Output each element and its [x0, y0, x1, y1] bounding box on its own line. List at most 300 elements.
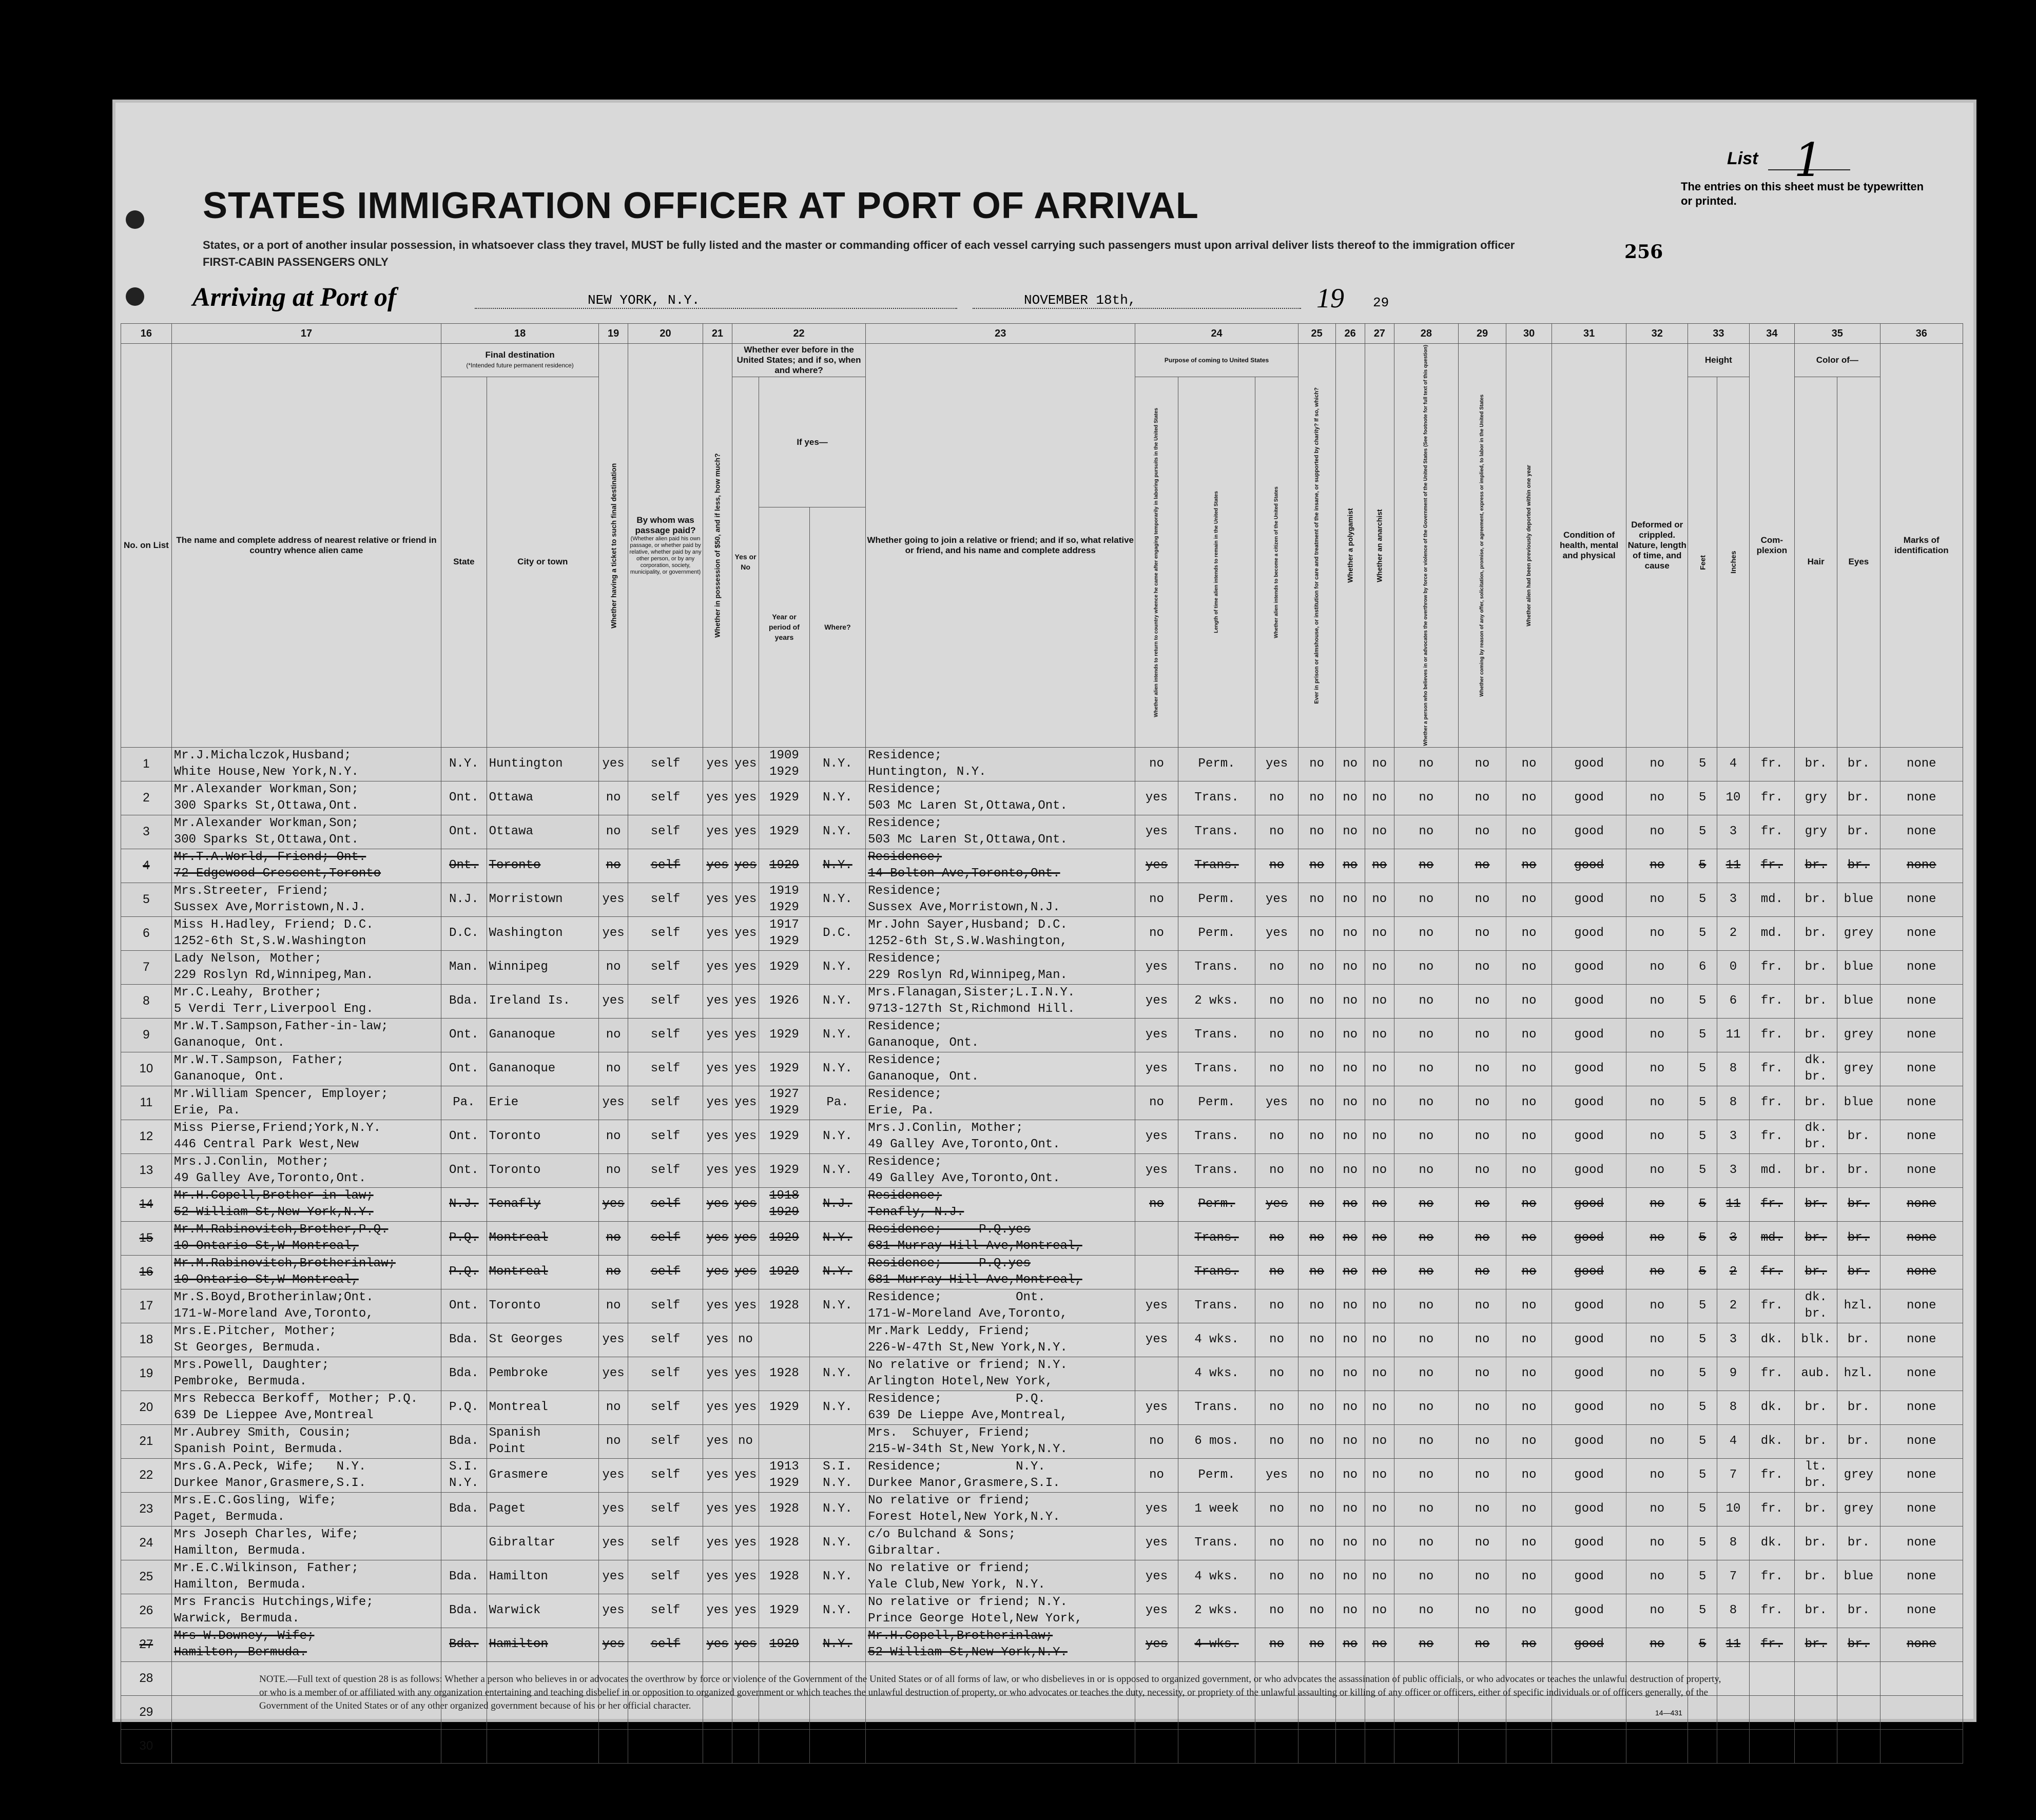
cell-join: Residence; Erie, Pa.	[866, 1086, 1135, 1120]
cell-q29: no	[1458, 1357, 1506, 1391]
cell-eyes: grey	[1837, 1492, 1880, 1526]
cell-rel: Mr.S.Boyd,Brotherinlaw;Ont. 171-W-Moreland Ave,Toronto,	[171, 1289, 441, 1323]
cell-city: Hamilton	[487, 1560, 598, 1594]
cell-anarch: no	[1365, 1221, 1394, 1255]
cell-prison: no	[1298, 1086, 1335, 1120]
cell-health: good	[1552, 747, 1626, 781]
cell-eyes: br.	[1837, 1594, 1880, 1628]
cell-money: yes	[703, 1492, 732, 1526]
cell-return: yes	[1135, 781, 1178, 815]
cell-length: Trans.	[1178, 950, 1255, 984]
cell-q29: no	[1458, 1018, 1506, 1052]
cell-eyes: grey	[1837, 916, 1880, 950]
cell-city: Toronto	[487, 1289, 598, 1323]
list-label: List	[1727, 149, 1758, 168]
cell-eyes: br.	[1837, 849, 1880, 883]
col-num: 27	[1365, 324, 1394, 344]
cell-complexion: md.	[1749, 916, 1794, 950]
cell-paid: self	[628, 1323, 703, 1357]
cell-anarch: no	[1365, 781, 1394, 815]
header-purpose-c: Whether alien intends to become a citizen of the United States	[1255, 377, 1298, 748]
cell-year: 1913 1929	[759, 1458, 810, 1492]
cell-return: yes	[1135, 1052, 1178, 1086]
cell-q29: no	[1458, 916, 1506, 950]
cell-return: no	[1135, 1424, 1178, 1458]
cell-money: yes	[703, 1526, 732, 1560]
cell-hair: gry	[1795, 781, 1837, 815]
cell-length: Perm.	[1178, 916, 1255, 950]
cell-eyes: blue	[1837, 950, 1880, 984]
cell-return: yes	[1135, 1594, 1178, 1628]
cell-city: Gananoque	[487, 1018, 598, 1052]
cell-where: N.Y.	[809, 1594, 865, 1628]
cell-complexion: fr.	[1749, 1458, 1794, 1492]
cell-money: yes	[703, 883, 732, 916]
cell-hair: br.	[1795, 1391, 1837, 1424]
cell-q29: no	[1458, 1086, 1506, 1120]
col-num: 28	[1394, 324, 1458, 344]
cell-join: No relative or friend; Yale Club,New York, N.Y.	[866, 1560, 1135, 1594]
cell-ft: 5	[1688, 984, 1717, 1018]
cell-rel: Mr.T.A.World, Friend; Ont. 72 Edgewood Crescent,Toronto	[171, 849, 441, 883]
passage-paid-note: (Whether alien paid his own passage, or whether paid by relative, whether paid by any other person, or by any corporation, society, municipality, or government)	[629, 535, 702, 575]
cell-where: N.Y.	[809, 1221, 865, 1255]
year-suffix: 29	[1373, 295, 1389, 310]
cell-ticket: no	[599, 1120, 628, 1153]
cell-state: S.I. N.Y.	[441, 1458, 487, 1492]
cell-length: Trans.	[1178, 1289, 1255, 1323]
cell-join: Residence; 503 Mc Laren St,Ottawa,Ont.	[866, 781, 1135, 815]
cell-deformed: no	[1626, 747, 1688, 781]
cell-ticket: no	[599, 1289, 628, 1323]
cell-where: N.Y.	[809, 1255, 865, 1289]
cell-length: 6 mos.	[1178, 1424, 1255, 1458]
cell-prev: yes	[732, 883, 759, 916]
cell-deformed: no	[1626, 1628, 1688, 1661]
cell-city: Ottawa	[487, 781, 598, 815]
cell-join: Mrs.Flanagan,Sister;L.I.N.Y. 9713-127th St,Richmond Hill.	[866, 984, 1135, 1018]
header-height: Height	[1688, 344, 1750, 377]
header-ticket: Whether having a ticket to such final destination	[599, 344, 628, 748]
cell-prison: no	[1298, 1018, 1335, 1052]
cell-rel: Mrs.Powell, Daughter; Pembroke, Bermuda.	[171, 1357, 441, 1391]
cell-return: yes	[1135, 1628, 1178, 1661]
cell-city: St Georges	[487, 1323, 598, 1357]
cell-prev: yes	[732, 1052, 759, 1086]
cell-marks: none	[1880, 1357, 1963, 1391]
header-hair: Hair	[1795, 377, 1837, 748]
header-state: State	[441, 377, 487, 748]
cell-marks: none	[1880, 1289, 1963, 1323]
cell-q30: no	[1506, 747, 1552, 781]
cell-where: N.Y.	[809, 781, 865, 815]
cell-ft: 5	[1688, 781, 1717, 815]
cell-ft: 5	[1688, 815, 1717, 849]
cell-rel: Mrs Francis Hutchings,Wife; Warwick, Bermuda.	[171, 1594, 441, 1628]
cell-eyes: hzl.	[1837, 1289, 1880, 1323]
cell-length: 4 wks.	[1178, 1323, 1255, 1357]
cell-citizen: no	[1255, 1323, 1298, 1357]
cell-no: 24	[121, 1526, 172, 1560]
cell-join: Residence; Huntington, N.Y.	[866, 747, 1135, 781]
cell-ticket: no	[599, 1424, 628, 1458]
cell-no: 10	[121, 1052, 172, 1086]
cell-citizen: yes	[1255, 747, 1298, 781]
arriving-label: Arriving at Port of	[192, 283, 397, 312]
cell-no: 20	[121, 1391, 172, 1424]
cell-city: Winnipeg	[487, 950, 598, 984]
cell-marks	[1880, 1695, 1963, 1729]
cell-length: Perm.	[1178, 747, 1255, 781]
cell-join: Mrs. Schuyer, Friend; 215-W-34th St,New York,N.Y.	[866, 1424, 1135, 1458]
cell-prev: yes	[732, 781, 759, 815]
cell-anarch: no	[1365, 1526, 1394, 1560]
cell-city: Montreal	[487, 1255, 598, 1289]
cell-q29: no	[1458, 849, 1506, 883]
cell-prev: yes	[732, 1289, 759, 1323]
cell-state: Bda.	[441, 1323, 487, 1357]
cell-return: yes	[1135, 1560, 1178, 1594]
cell-ticket: no	[599, 1221, 628, 1255]
cell-q28: no	[1394, 1086, 1458, 1120]
cell-anarch: no	[1365, 1289, 1394, 1323]
cell-anarch: no	[1365, 1153, 1394, 1187]
column-number-row	[121, 324, 1963, 344]
cell-year	[759, 1729, 810, 1763]
cell-ticket: yes	[599, 1323, 628, 1357]
cell-complexion: fr.	[1749, 1120, 1794, 1153]
cell-hair	[1795, 1661, 1837, 1695]
table-row	[121, 883, 1963, 916]
cell-deformed: no	[1626, 883, 1688, 916]
cell-money: yes	[703, 1323, 732, 1357]
cell-city: Montreal	[487, 1221, 598, 1255]
cell-city: Toronto	[487, 849, 598, 883]
cell-eyes: br.	[1837, 1187, 1880, 1221]
header-no-on-list: No. on List	[121, 344, 172, 748]
cell-prison: no	[1298, 781, 1335, 815]
header-eyes: Eyes	[1837, 377, 1880, 748]
cell-rel: Mr.William Spencer, Employer; Erie, Pa.	[171, 1086, 441, 1120]
cell-q28: no	[1394, 1255, 1458, 1289]
cell-marks: none	[1880, 1153, 1963, 1187]
header-row-1	[121, 344, 1963, 377]
cell-health: good	[1552, 849, 1626, 883]
cell-no: 6	[121, 916, 172, 950]
cell-prev: yes	[732, 1357, 759, 1391]
cell-return: yes	[1135, 1120, 1178, 1153]
cell-eyes: br.	[1837, 747, 1880, 781]
cell-q30: no	[1506, 1323, 1552, 1357]
cell-marks: none	[1880, 984, 1963, 1018]
col-num: 26	[1335, 324, 1365, 344]
cell-no: 22	[121, 1458, 172, 1492]
cell-paid: self	[628, 1391, 703, 1424]
cell-health: good	[1552, 1458, 1626, 1492]
cell-anarch: no	[1365, 1391, 1394, 1424]
cell-complexion: fr.	[1749, 984, 1794, 1018]
cell-city: Warwick	[487, 1594, 598, 1628]
cell-marks: none	[1880, 1018, 1963, 1052]
cell-prev: yes	[732, 1628, 759, 1661]
cell-return: yes	[1135, 1018, 1178, 1052]
cell-in: 2	[1717, 1289, 1749, 1323]
cell-state: D.C.	[441, 916, 487, 950]
cell-prev	[732, 1729, 759, 1763]
cell-no: 30	[121, 1729, 172, 1763]
cell-prison: no	[1298, 1526, 1335, 1560]
cell-where: N.J.	[809, 1187, 865, 1221]
cell-ft: 5	[1688, 883, 1717, 916]
cell-state	[441, 1526, 487, 1560]
cell-city: Pembroke	[487, 1357, 598, 1391]
cell-rel	[171, 1729, 441, 1763]
table-row	[121, 815, 1963, 849]
cell-prev: yes	[732, 1594, 759, 1628]
cell-eyes: br.	[1837, 1424, 1880, 1458]
cell-q30: no	[1506, 1187, 1552, 1221]
header-money: Whether in possession of $50, and if less, how much?	[703, 344, 732, 748]
cell-eyes: br.	[1837, 1323, 1880, 1357]
cell-length: Trans.	[1178, 815, 1255, 849]
cell-ft: 5	[1688, 1255, 1717, 1289]
cell-join: Residence; Sussex Ave,Morristown,N.J.	[866, 883, 1135, 916]
cell-money: yes	[703, 1594, 732, 1628]
cell-anarch	[1365, 1729, 1394, 1763]
cell-paid: self	[628, 1153, 703, 1187]
cell-anarch: no	[1365, 1492, 1394, 1526]
cell-poly: no	[1335, 1221, 1365, 1255]
cell-prev: yes	[732, 1086, 759, 1120]
cell-no: 9	[121, 1018, 172, 1052]
cell-in: 2	[1717, 1255, 1749, 1289]
header-where: Where?	[809, 507, 865, 748]
cell-hair: dk. br.	[1795, 1052, 1837, 1086]
cell-join: Mr.H.Copell,Brotherinlaw; 52 William St,New York,N.Y.	[866, 1628, 1135, 1661]
cell-paid: self	[628, 815, 703, 849]
cell-complexion: dk.	[1749, 1391, 1794, 1424]
cell-marks: none	[1880, 1526, 1963, 1560]
cell-ticket: yes	[599, 984, 628, 1018]
cell-marks: none	[1880, 1086, 1963, 1120]
cell-prison: no	[1298, 1323, 1335, 1357]
cell-marks: none	[1880, 916, 1963, 950]
cell-anarch: no	[1365, 950, 1394, 984]
table-row	[121, 1323, 1963, 1357]
header-year-period: Year or period of years	[759, 507, 810, 748]
cell-citizen: no	[1255, 1391, 1298, 1424]
cell-poly: no	[1335, 1323, 1365, 1357]
cell-q28: no	[1394, 1594, 1458, 1628]
cell-prison: no	[1298, 916, 1335, 950]
cell-no: 12	[121, 1120, 172, 1153]
cell-q28: no	[1394, 1492, 1458, 1526]
table-row	[121, 1357, 1963, 1391]
col-num: 32	[1626, 324, 1688, 344]
cell-q29: no	[1458, 781, 1506, 815]
cell-health: good	[1552, 1424, 1626, 1458]
cell-ft: 5	[1688, 1289, 1717, 1323]
cell-no: 26	[121, 1594, 172, 1628]
cell-q29: no	[1458, 1628, 1506, 1661]
cell-money: yes	[703, 781, 732, 815]
cell-in: 11	[1717, 1187, 1749, 1221]
cell-return: no	[1135, 916, 1178, 950]
cell-complexion: fr.	[1749, 1289, 1794, 1323]
cell-money: yes	[703, 1187, 732, 1221]
cell-where	[809, 1424, 865, 1458]
cell-marks: none	[1880, 1187, 1963, 1221]
cell-money: yes	[703, 1120, 732, 1153]
cell-q28: no	[1394, 849, 1458, 883]
cell-health: good	[1552, 1323, 1626, 1357]
cell-anarch: no	[1365, 1052, 1394, 1086]
cell-health: good	[1552, 1187, 1626, 1221]
cell-q29: no	[1458, 1492, 1506, 1526]
cell-where: N.Y.	[809, 849, 865, 883]
cell-paid: self	[628, 916, 703, 950]
cell-length: 4 wks.	[1178, 1628, 1255, 1661]
cell-where: N.Y.	[809, 1560, 865, 1594]
cell-year: 1929	[759, 849, 810, 883]
cell-length: Trans.	[1178, 1120, 1255, 1153]
cell-deformed: no	[1626, 1086, 1688, 1120]
cell-poly: no	[1335, 1391, 1365, 1424]
cell-hair: aub.	[1795, 1357, 1837, 1391]
cell-q30: no	[1506, 916, 1552, 950]
cell-no: 15	[121, 1221, 172, 1255]
cell-year: 1919 1929	[759, 883, 810, 916]
cell-hair: br.	[1795, 1255, 1837, 1289]
cell-eyes: grey	[1837, 1018, 1880, 1052]
cell-q28: no	[1394, 1526, 1458, 1560]
cell-paid: self	[628, 781, 703, 815]
cell-length: Trans.	[1178, 1391, 1255, 1424]
cell-rel: Mr.W.T.Sampson, Father; Gananoque, Ont.	[171, 1052, 441, 1086]
cell-citizen: no	[1255, 1594, 1298, 1628]
cell-where: N.Y.	[809, 1052, 865, 1086]
header-purpose-b: Length of time alien intends to remain in the United States	[1178, 377, 1255, 748]
cell-prison: no	[1298, 815, 1335, 849]
table-row	[121, 1120, 1963, 1153]
cell-join: Residence; 229 Roslyn Rd,Winnipeg,Man.	[866, 950, 1135, 984]
cell-city: Toronto	[487, 1120, 598, 1153]
cell-poly: no	[1335, 1357, 1365, 1391]
cell-join: Residence; Gananoque, Ont.	[866, 1018, 1135, 1052]
cell-complexion: fr.	[1749, 1594, 1794, 1628]
header-inches: Inches	[1717, 377, 1749, 748]
cell-deformed: no	[1626, 1357, 1688, 1391]
cell-in: 11	[1717, 1628, 1749, 1661]
table-row	[121, 1458, 1963, 1492]
cell-return: no	[1135, 1187, 1178, 1221]
cell-q30: no	[1506, 1424, 1552, 1458]
table-row	[121, 1153, 1963, 1187]
cell-q30	[1506, 1729, 1552, 1763]
cell-hair: gry	[1795, 815, 1837, 849]
cell-ft: 5	[1688, 1594, 1717, 1628]
cell-in	[1717, 1729, 1749, 1763]
cell-deformed: no	[1626, 1391, 1688, 1424]
cell-deformed: no	[1626, 950, 1688, 984]
cell-money: yes	[703, 1391, 732, 1424]
cell-where: N.Y.	[809, 1120, 865, 1153]
cell-eyes: br.	[1837, 1526, 1880, 1560]
cell-no: 29	[121, 1695, 172, 1729]
cell-q30: no	[1506, 1086, 1552, 1120]
cell-length: Perm.	[1178, 883, 1255, 916]
cell-ticket: yes	[599, 1492, 628, 1526]
cell-prev: yes	[732, 950, 759, 984]
cell-eyes: blue	[1837, 984, 1880, 1018]
cell-hair: br.	[1795, 950, 1837, 984]
cell-ft: 5	[1688, 1323, 1717, 1357]
cell-q28: no	[1394, 781, 1458, 815]
cell-prev: yes	[732, 1560, 759, 1594]
cell-ft: 5	[1688, 849, 1717, 883]
cell-ft: 5	[1688, 1391, 1717, 1424]
table-row	[121, 1424, 1963, 1458]
cell-marks: none	[1880, 883, 1963, 916]
header-passage-paid	[628, 344, 703, 748]
cell-year: 1929	[759, 781, 810, 815]
cell-year: 1926	[759, 984, 810, 1018]
cell-poly: no	[1335, 1594, 1365, 1628]
cell-year: 1909 1929	[759, 747, 810, 781]
cell-where: N.Y.	[809, 984, 865, 1018]
header-color-of: Color of—	[1795, 344, 1880, 377]
cell-rel: Mr.E.C.Wilkinson, Father; Hamilton, Bermuda.	[171, 1560, 441, 1594]
cell-year: 1928	[759, 1289, 810, 1323]
cell-ticket: yes	[599, 1628, 628, 1661]
cell-prison: no	[1298, 849, 1335, 883]
cell-marks: none	[1880, 1323, 1963, 1357]
cell-marks: none	[1880, 1594, 1963, 1628]
cell-q30: no	[1506, 1153, 1552, 1187]
cell-city: Gibraltar	[487, 1526, 598, 1560]
cell-anarch: no	[1365, 1187, 1394, 1221]
cell-where: N.Y.	[809, 1289, 865, 1323]
cell-citizen: no	[1255, 1560, 1298, 1594]
cell-q30: no	[1506, 1526, 1552, 1560]
cell-hair: br.	[1795, 1221, 1837, 1255]
cell-return: yes	[1135, 1526, 1178, 1560]
cell-marks: none	[1880, 1052, 1963, 1086]
cell-paid: self	[628, 883, 703, 916]
header-relative-abroad: The name and complete address of nearest relative or friend in country whence alien came	[171, 344, 441, 748]
cell-ft: 5	[1688, 747, 1717, 781]
manifest-sheet	[115, 103, 1973, 1753]
cell-eyes: br.	[1837, 1153, 1880, 1187]
cell-ft: 5	[1688, 1052, 1717, 1086]
cell-rel: Mr.M.Rabinovitch,Brother,P.Q. 10 Ontario St,W-Montreal,	[171, 1221, 441, 1255]
table-row	[121, 1255, 1963, 1289]
header-before-us: Whether ever before in the United States; and if so, when and where?	[732, 344, 866, 377]
cell-prev: yes	[732, 1255, 759, 1289]
cell-q28: no	[1394, 1052, 1458, 1086]
cell-length: 4 wks.	[1178, 1560, 1255, 1594]
cell-year: 1929	[759, 1018, 810, 1052]
cell-eyes: br.	[1837, 1221, 1880, 1255]
cell-state	[441, 1729, 487, 1763]
table-row	[121, 1594, 1963, 1628]
cell-year: 1929	[759, 1120, 810, 1153]
cell-ft: 5	[1688, 1560, 1717, 1594]
cell-in: 8	[1717, 1594, 1749, 1628]
cell-citizen: no	[1255, 1052, 1298, 1086]
cell-money: yes	[703, 984, 732, 1018]
list-number: 1	[1794, 133, 1824, 187]
